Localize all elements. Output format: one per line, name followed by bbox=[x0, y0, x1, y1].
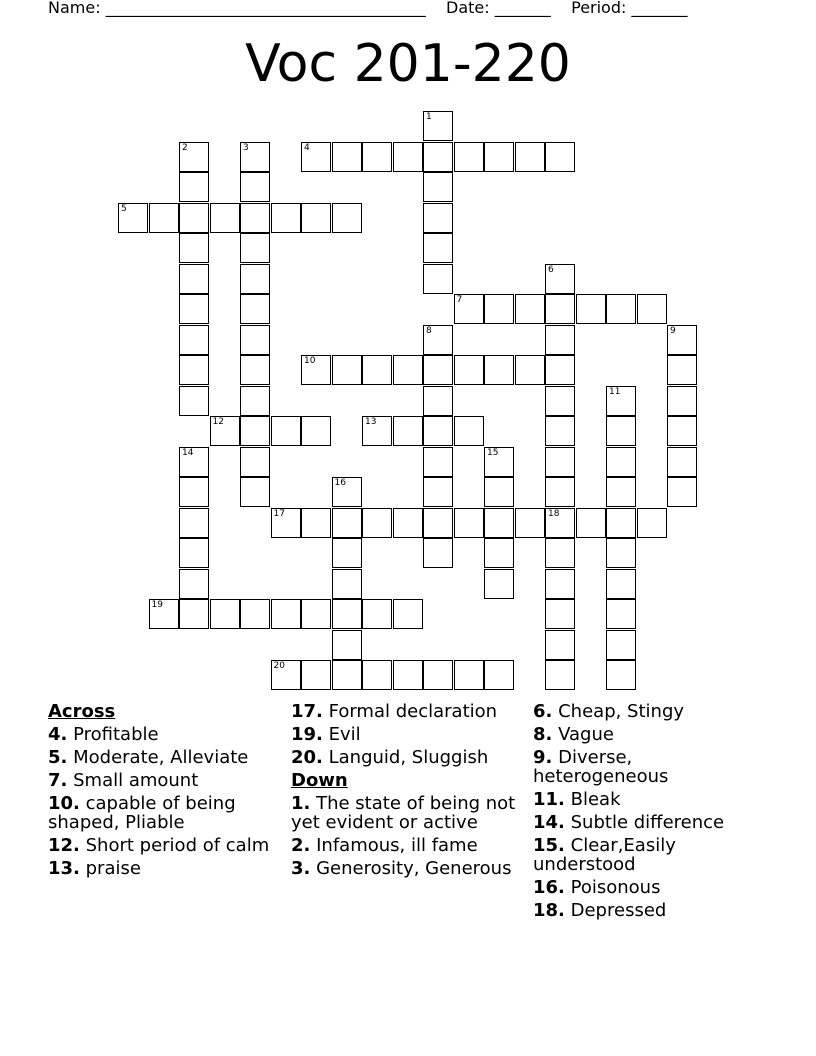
clue-number: 12 bbox=[212, 417, 224, 427]
clue-text: Generosity, Generous bbox=[316, 858, 512, 879]
clue-item bbox=[533, 702, 768, 721]
grid-cell[interactable] bbox=[423, 111, 453, 141]
clue-column-1 bbox=[48, 702, 283, 882]
grid-cell[interactable] bbox=[484, 142, 514, 172]
grid-cell[interactable] bbox=[545, 294, 575, 324]
clue-number: 8 bbox=[426, 325, 432, 336]
name-blank[interactable]: ________________________________________ bbox=[105, 0, 426, 17]
grid-cell[interactable] bbox=[484, 538, 514, 568]
grid-cell[interactable] bbox=[606, 477, 636, 507]
grid-cell[interactable] bbox=[179, 325, 209, 355]
clue-num: 19. bbox=[291, 724, 323, 745]
clue-item bbox=[48, 794, 283, 832]
grid-cell[interactable] bbox=[484, 660, 514, 690]
grid-cell[interactable] bbox=[179, 264, 209, 294]
clue-item bbox=[48, 771, 283, 790]
grid-cell[interactable] bbox=[240, 203, 270, 233]
grid-cell[interactable] bbox=[423, 203, 453, 233]
clue-text: Poisonous bbox=[570, 877, 661, 898]
clue-number: 17 bbox=[273, 508, 285, 519]
grid-cell[interactable] bbox=[332, 142, 362, 172]
grid-cell[interactable] bbox=[423, 416, 453, 446]
clue-text: Profitable bbox=[73, 724, 159, 745]
grid-cell[interactable] bbox=[179, 599, 209, 629]
grid-cell[interactable] bbox=[606, 630, 636, 660]
grid-cell[interactable] bbox=[423, 172, 453, 202]
grid-cell[interactable] bbox=[240, 294, 270, 324]
grid-cell[interactable] bbox=[545, 386, 575, 416]
grid-cell[interactable] bbox=[332, 538, 362, 568]
clue-text: Subtle difference bbox=[570, 812, 725, 833]
grid-cell[interactable] bbox=[179, 233, 209, 263]
grid-cell[interactable] bbox=[515, 294, 545, 324]
grid-cell[interactable] bbox=[545, 264, 575, 294]
grid-cell[interactable] bbox=[393, 599, 423, 629]
grid-cell[interactable] bbox=[667, 386, 697, 416]
grid-cell[interactable] bbox=[545, 630, 575, 660]
grid-cell[interactable] bbox=[179, 355, 209, 385]
grid-cell[interactable] bbox=[454, 142, 484, 172]
clue-item bbox=[48, 725, 283, 744]
grid-cell[interactable] bbox=[240, 325, 270, 355]
grid-cell[interactable] bbox=[301, 203, 331, 233]
clue-number: 5 bbox=[121, 203, 127, 214]
clue-number: 11 bbox=[609, 386, 621, 397]
grid-cell[interactable] bbox=[545, 660, 575, 690]
grid-cell[interactable] bbox=[545, 416, 575, 446]
date-blank[interactable]: _______ bbox=[494, 0, 551, 17]
grid-cell[interactable] bbox=[240, 264, 270, 294]
grid-cell[interactable] bbox=[454, 416, 484, 446]
grid-cell[interactable] bbox=[149, 203, 179, 233]
grid-cell[interactable] bbox=[576, 508, 606, 538]
grid-cell[interactable] bbox=[362, 508, 392, 538]
grid-cell[interactable] bbox=[606, 386, 636, 416]
grid-cell[interactable] bbox=[179, 172, 209, 202]
grid-cell[interactable] bbox=[179, 508, 209, 538]
clue-item bbox=[533, 790, 768, 809]
grid-cell[interactable] bbox=[423, 538, 453, 568]
clue-text: Diverse, heterogeneous bbox=[533, 747, 669, 787]
grid-cell[interactable] bbox=[606, 416, 636, 446]
clue-text: Languid, Sluggish bbox=[328, 747, 489, 768]
grid-cell[interactable] bbox=[210, 416, 240, 446]
grid-cell[interactable] bbox=[210, 203, 240, 233]
name-label: Name: bbox=[48, 0, 101, 17]
grid-cell[interactable] bbox=[606, 447, 636, 477]
clue-number: 7 bbox=[456, 295, 463, 305]
grid-cell[interactable] bbox=[179, 203, 209, 233]
clue-text: Small amount bbox=[73, 770, 199, 791]
clue-num: 8. bbox=[533, 724, 553, 745]
clue-num: 7. bbox=[48, 770, 68, 791]
clue-item bbox=[533, 836, 768, 874]
grid-cell[interactable] bbox=[423, 233, 453, 263]
grid-cell[interactable] bbox=[332, 660, 362, 690]
clue-text: Depressed bbox=[570, 900, 667, 921]
grid-cell[interactable] bbox=[545, 569, 575, 599]
grid-cell[interactable] bbox=[454, 355, 484, 385]
clue-number: 18 bbox=[548, 508, 560, 519]
grid-cell[interactable] bbox=[393, 660, 423, 690]
across-heading: Across bbox=[48, 701, 116, 722]
clue-number: 16 bbox=[334, 478, 346, 488]
period-blank[interactable]: _______ bbox=[631, 0, 688, 17]
grid-cell[interactable] bbox=[423, 325, 453, 355]
clue-number: 15 bbox=[487, 447, 499, 458]
date-label: Date: bbox=[446, 0, 490, 17]
grid-cell[interactable] bbox=[545, 599, 575, 629]
clue-item bbox=[533, 725, 768, 744]
grid-cell[interactable] bbox=[393, 508, 423, 538]
grid-cell[interactable] bbox=[545, 538, 575, 568]
clue-text: Cheap, Stingy bbox=[558, 701, 685, 722]
grid-cell[interactable] bbox=[545, 508, 575, 538]
grid-cell[interactable] bbox=[362, 142, 392, 172]
clue-item bbox=[291, 794, 526, 832]
clue-num: 12. bbox=[48, 835, 80, 856]
clue-text: Formal declaration bbox=[328, 701, 498, 722]
grid-cell[interactable] bbox=[484, 477, 514, 507]
grid-cell[interactable] bbox=[545, 325, 575, 355]
clue-text: Infamous, ill fame bbox=[316, 835, 478, 856]
clue-item bbox=[533, 748, 768, 786]
grid-cell[interactable] bbox=[393, 142, 423, 172]
clue-number: 3 bbox=[243, 142, 249, 153]
clue-item bbox=[48, 748, 283, 767]
grid-cell[interactable] bbox=[271, 203, 301, 233]
grid-cell[interactable] bbox=[149, 599, 179, 629]
down-heading: Down bbox=[291, 770, 348, 791]
grid-cell[interactable] bbox=[240, 416, 270, 446]
clue-text: Moderate, Alleviate bbox=[73, 747, 249, 768]
clue-item bbox=[291, 859, 526, 878]
clue-item bbox=[291, 725, 526, 744]
grid-cell[interactable] bbox=[606, 660, 636, 690]
clue-num: 6. bbox=[533, 701, 553, 722]
clue-text: praise bbox=[85, 858, 141, 879]
clue-item bbox=[533, 901, 768, 920]
grid-cell[interactable] bbox=[210, 599, 240, 629]
clue-num: 17. bbox=[291, 701, 323, 722]
grid-cell[interactable] bbox=[667, 355, 697, 385]
grid-cell[interactable] bbox=[301, 416, 331, 446]
clue-num: 5. bbox=[48, 747, 68, 768]
grid-cell[interactable] bbox=[240, 599, 270, 629]
grid-cell[interactable] bbox=[545, 447, 575, 477]
grid-cell[interactable] bbox=[179, 294, 209, 324]
grid-cell[interactable] bbox=[515, 142, 545, 172]
grid-cell[interactable] bbox=[667, 325, 697, 355]
grid-cell[interactable] bbox=[454, 508, 484, 538]
grid-cell[interactable] bbox=[423, 447, 453, 477]
grid-cell[interactable] bbox=[179, 569, 209, 599]
clue-num: 13. bbox=[48, 858, 80, 879]
grid-cell[interactable] bbox=[179, 142, 209, 172]
grid-cell[interactable] bbox=[240, 447, 270, 477]
grid-cell[interactable] bbox=[271, 416, 301, 446]
grid-cell[interactable] bbox=[576, 294, 606, 324]
clue-column-2 bbox=[291, 702, 526, 882]
grid-cell[interactable] bbox=[423, 508, 453, 538]
grid-cell[interactable] bbox=[423, 386, 453, 416]
clue-text: The state of being not yet evident or active bbox=[291, 793, 516, 833]
grid-cell[interactable] bbox=[484, 294, 514, 324]
grid-cell[interactable] bbox=[545, 142, 575, 172]
grid-cell[interactable] bbox=[606, 508, 636, 538]
period-label: Period: bbox=[571, 0, 627, 17]
grid-cell[interactable] bbox=[301, 660, 331, 690]
grid-cell[interactable] bbox=[332, 508, 362, 538]
grid-cell[interactable] bbox=[332, 599, 362, 629]
grid-cell[interactable] bbox=[332, 355, 362, 385]
grid-cell[interactable] bbox=[271, 508, 301, 538]
grid-cell[interactable] bbox=[240, 355, 270, 385]
grid-cell[interactable] bbox=[606, 569, 636, 599]
clue-text: Short period of calm bbox=[85, 835, 270, 856]
grid-cell[interactable] bbox=[454, 294, 484, 324]
grid-cell[interactable] bbox=[606, 538, 636, 568]
clue-item bbox=[291, 702, 526, 721]
grid-cell[interactable] bbox=[393, 416, 423, 446]
clue-item bbox=[48, 836, 283, 855]
clue-num: 11. bbox=[533, 789, 565, 810]
grid-cell[interactable] bbox=[484, 355, 514, 385]
clue-item bbox=[533, 813, 768, 832]
grid-cell[interactable] bbox=[545, 477, 575, 507]
clue-item bbox=[291, 836, 526, 855]
clue-num: 10. bbox=[48, 793, 80, 814]
grid-cell[interactable] bbox=[606, 294, 636, 324]
grid-cell[interactable] bbox=[667, 477, 697, 507]
grid-cell[interactable] bbox=[362, 660, 392, 690]
clue-num: 4. bbox=[48, 724, 68, 745]
clue-number: 13 bbox=[365, 417, 377, 427]
grid-cell[interactable] bbox=[423, 355, 453, 385]
clue-number: 9 bbox=[670, 325, 676, 336]
grid-cell[interactable] bbox=[667, 416, 697, 446]
grid-cell[interactable] bbox=[362, 355, 392, 385]
grid-cell[interactable] bbox=[606, 599, 636, 629]
grid-cell[interactable] bbox=[179, 386, 209, 416]
grid-cell[interactable] bbox=[423, 264, 453, 294]
clue-num: 9. bbox=[533, 747, 553, 768]
clue-text: Vague bbox=[558, 724, 614, 745]
grid-cell[interactable] bbox=[423, 477, 453, 507]
clue-num: 3. bbox=[291, 858, 311, 879]
clue-text: Evil bbox=[328, 724, 361, 745]
clue-num: 16. bbox=[533, 877, 565, 898]
clue-num: 15. bbox=[533, 835, 565, 856]
clue-text: Bleak bbox=[570, 789, 621, 810]
grid-cell[interactable] bbox=[484, 569, 514, 599]
grid-cell[interactable] bbox=[240, 233, 270, 263]
grid-cell[interactable] bbox=[332, 203, 362, 233]
grid-cell[interactable] bbox=[179, 538, 209, 568]
clue-num: 14. bbox=[533, 812, 565, 833]
grid-cell[interactable] bbox=[301, 508, 331, 538]
grid-cell[interactable] bbox=[423, 660, 453, 690]
grid-cell[interactable] bbox=[423, 142, 453, 172]
clue-num: 1. bbox=[291, 793, 311, 814]
page-title: Voc 201-220 bbox=[245, 34, 571, 94]
grid-cell[interactable] bbox=[332, 477, 362, 507]
grid-cell[interactable] bbox=[515, 508, 545, 538]
grid-cell[interactable] bbox=[301, 355, 331, 385]
grid-cell[interactable] bbox=[484, 447, 514, 477]
grid-cell[interactable] bbox=[301, 142, 331, 172]
clue-text: Clear,Easily understood bbox=[533, 835, 676, 875]
clue-num: 20. bbox=[291, 747, 323, 768]
grid-cell[interactable] bbox=[484, 508, 514, 538]
clue-number: 19 bbox=[151, 600, 163, 610]
grid-cell[interactable] bbox=[637, 508, 667, 538]
grid-cell[interactable] bbox=[515, 355, 545, 385]
grid-cell[interactable] bbox=[271, 599, 301, 629]
clue-num: 18. bbox=[533, 900, 565, 921]
grid-cell[interactable] bbox=[240, 172, 270, 202]
grid-cell[interactable] bbox=[545, 355, 575, 385]
clue-item bbox=[48, 859, 283, 878]
clue-column-3 bbox=[533, 702, 768, 924]
clue-number: 4 bbox=[304, 142, 310, 153]
grid-cell[interactable] bbox=[393, 355, 423, 385]
clue-number: 14 bbox=[182, 447, 194, 458]
clue-number: 6 bbox=[548, 264, 554, 275]
clue-item bbox=[291, 748, 526, 767]
grid-cell[interactable] bbox=[637, 294, 667, 324]
clue-number: 2 bbox=[182, 142, 188, 153]
clue-number: 10 bbox=[304, 356, 316, 366]
clue-item bbox=[533, 878, 768, 897]
clue-number: 20 bbox=[273, 661, 285, 671]
grid-cell[interactable] bbox=[667, 447, 697, 477]
grid-cell[interactable] bbox=[179, 477, 209, 507]
clue-number: 1 bbox=[426, 112, 432, 122]
grid-cell[interactable] bbox=[240, 142, 270, 172]
grid-cell[interactable] bbox=[240, 386, 270, 416]
grid-cell[interactable] bbox=[332, 569, 362, 599]
grid-cell[interactable] bbox=[332, 630, 362, 660]
grid-cell[interactable] bbox=[362, 416, 392, 446]
clue-text: capable of being shaped, Pliable bbox=[48, 793, 236, 833]
grid-cell[interactable] bbox=[240, 477, 270, 507]
grid-cell[interactable] bbox=[301, 599, 331, 629]
grid-cell[interactable] bbox=[271, 660, 301, 690]
grid-cell[interactable] bbox=[362, 599, 392, 629]
grid-cell[interactable] bbox=[118, 203, 148, 233]
grid-cell[interactable] bbox=[454, 660, 484, 690]
grid-cell[interactable] bbox=[179, 447, 209, 477]
clue-num: 2. bbox=[291, 835, 311, 856]
